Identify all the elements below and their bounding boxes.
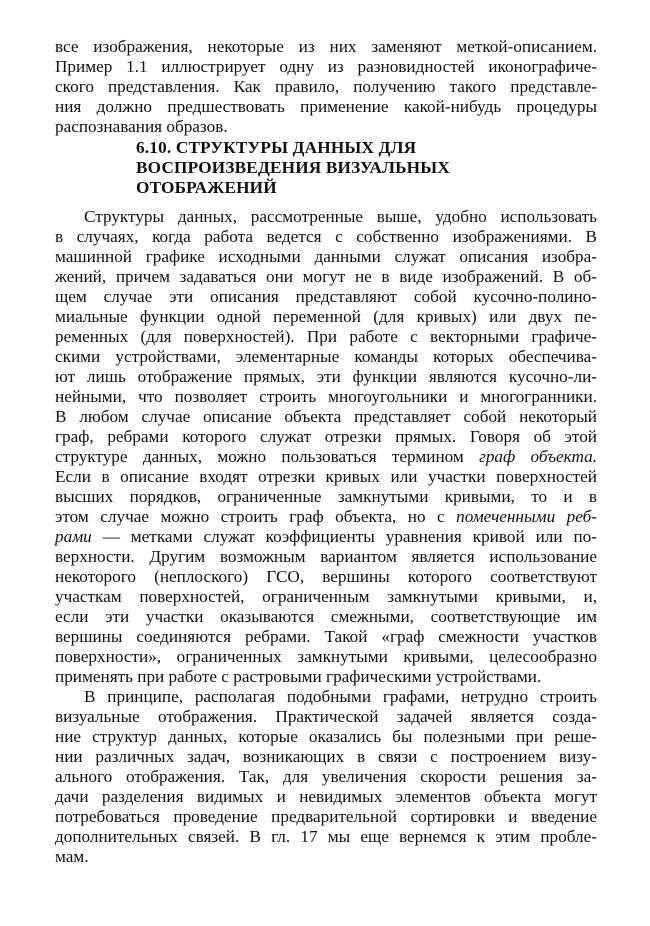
text-line: поверхности», ограниченных замкнутыми кривыми, целесообразно [55,647,597,666]
text-line: Если в описание входят отрезки кривых или участки поверхностей [55,467,597,486]
text-run: этом случае можно строить граф объекта, но с [55,507,457,526]
text-line: машинной графике исходными данными служат описания изобра- [55,247,597,266]
text-line: ского представления. Как правило, получению такого представле- [55,77,597,96]
text-line: дачи разделения видимых и невидимых элементов объекта могут [55,787,597,806]
text-line: ального отображения. Так, для увеличения скорости решения за- [55,767,597,786]
text-line: участкам поверхностей, ограниченным замкнутыми кривыми, и, [55,587,597,606]
text-line [55,447,597,467]
text-line: визуальные отображения. Практической задачей является созда- [55,707,597,726]
text-line: скими устройствами, элементарные команды которых обеспечива- [55,347,597,366]
text-line: вершины соединяются ребрами. Такой «граф смежности участков [55,627,597,646]
text-line: ременных (для поверхностей). При работе с векторными графиче- [55,327,597,346]
italic-term: рами [55,527,92,546]
section-title-line: ВОСПРОИЗВЕДЕНИЯ ВИЗУАЛЬНЫХ [136,158,450,177]
text-line: дополнительных связей. В гл. 17 мы еще вернемся к этим пробле- [55,827,597,846]
text-line: В любом случае описание объекта представляет собой некоторый [55,407,597,426]
text-line: некоторого (неплоского) ГСО, вершины которого соответствуют [55,567,597,586]
text-run: — метками служат коэффициенты уравнения кривой или по- [91,527,597,546]
text-line: мам. [55,847,89,866]
text-line: если эти участки оказываются смежными, соответствующие им [55,607,597,626]
text-line: распознавания образов. [55,117,228,136]
section-title-line: 6.10. СТРУКТУРЫ ДАННЫХ ДЛЯ [136,138,417,157]
text-line: потребоваться проведение предварительной сортировки и введение [55,807,597,826]
text-line: Структуры данных, рассмотренные выше, удобно использовать [84,207,597,226]
text-line: ние структур данных, которые оказались бы полезными при реше- [55,727,597,746]
text-line: нейными, что позволяет строить многоугольники и многогранники. [55,387,597,406]
text-line: граф, ребрами которого служат отрезки прямых. Говоря об этой [55,427,597,446]
text-line: верхности. Другим возможным вариантом является использование [55,547,597,566]
text-line: В принципе, располагая подобными графами, нетрудно строить [84,687,597,706]
text-line: жений, причем задаваться они могут не в виде изображений. В об- [55,267,597,286]
text-line: ния должно предшествовать применение какой-нибудь процедуры [55,97,597,116]
text-line: высших порядков, ограниченные замкнутыми кривыми, то и в [55,487,597,506]
text-line: щем случае эти описания представляют собой кусочно-полино- [55,287,597,306]
text-line: миальные функции одной переменной (для кривых) или двух пе- [55,307,597,326]
text-line: в случаях, когда работа ведется с собственно изображениями. В [55,227,597,246]
text-line: применять при работе с растровыми графическими устройствами. [55,667,542,686]
text-line [55,507,597,527]
italic-term: помеченными реб- [456,507,598,526]
text-run: структуре данных, можно пользоваться термином [55,447,480,466]
text-line: нии различных задач, возникающих в связи с построением визу- [55,747,597,766]
text-line: ют лишь отображение прямых, эти функции являются кусочно-ли- [55,367,597,386]
section-title-line: ОТОБРАЖЕНИЙ [136,178,277,197]
text-line: все изображения, некоторые из них заменяют меткой-описанием. [55,37,597,56]
text-line: Пример 1.1 иллюстрирует одну из разновидностей иконографиче- [55,57,597,76]
italic-term: граф объекта. [479,447,597,466]
text-line [55,527,597,547]
